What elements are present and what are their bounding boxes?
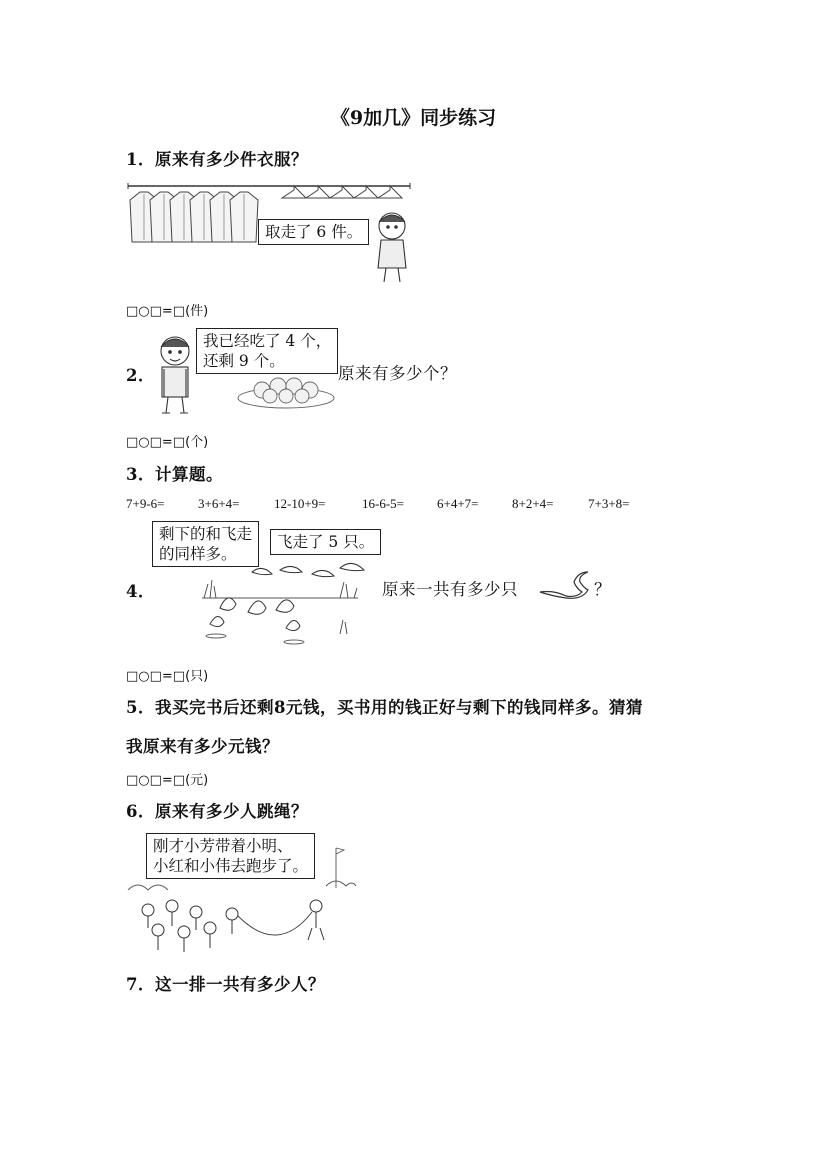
question-2-text: 原来有多少个？ (338, 364, 457, 383)
calc-item-4: 16-6-5= (362, 496, 404, 511)
answer-template-q1: □○□=□(件) (126, 304, 209, 319)
calc-item-7: 7+3+8= (588, 496, 630, 511)
question-5-line1: 5．我买完书后还剩8元钱，买书用的钱正好与剩下的钱同样多。猜猜 (126, 698, 643, 717)
answer-template-q4: □○□=□(只) (126, 669, 209, 684)
question-3-label: 3．计算题。 (126, 465, 223, 484)
answer-template-q5: □○□=□(元) (126, 773, 209, 788)
question-1-label: 1．原来有多少件衣服？ (126, 150, 308, 169)
calc-item-2: 3+6+4= (198, 496, 240, 511)
speech-bubble-q2: 我已经吃了 4 个， 还剩 9 个。 (196, 328, 338, 374)
calc-item-5: 6+4+7= (437, 496, 479, 511)
children-jump-rope-illustration (126, 832, 358, 960)
question-4-number: 4． (126, 582, 155, 601)
calc-item-3: 12-10+9= (274, 496, 326, 511)
speech-bubble-q6: 刚才小芳带着小明、 小红和小伟去跑步了。 (146, 833, 315, 879)
speech-bubble-q4-left: 剩下的和飞走 的同样多。 (152, 521, 259, 567)
question-7-label: 7．这一排一共有多少人？ (126, 975, 325, 994)
question-2-number: 2． (126, 366, 155, 385)
swan-icon (538, 570, 590, 600)
speech-bubble-q4-right: 飞走了 5 只。 (270, 529, 381, 555)
answer-template-q2: □○□=□(个) (126, 435, 209, 450)
calc-item-1: 7+9-6= (126, 496, 165, 511)
question-5-line2: 我原来有多少元钱？ (126, 737, 279, 756)
speech-bubble-q1: 取走了 6 件。 (258, 219, 369, 245)
plate-of-fruit-illustration (236, 372, 336, 410)
question-4-text: 原来一共有多少只 (382, 580, 518, 599)
question-4-end: ？ (594, 580, 611, 599)
question-6-label: 6．原来有多少人跳绳？ (126, 802, 308, 821)
swans-pond-illustration (190, 558, 368, 650)
calc-item-6: 8+2+4= (512, 496, 554, 511)
page-title: 《9加几》同步练习 (330, 107, 497, 129)
